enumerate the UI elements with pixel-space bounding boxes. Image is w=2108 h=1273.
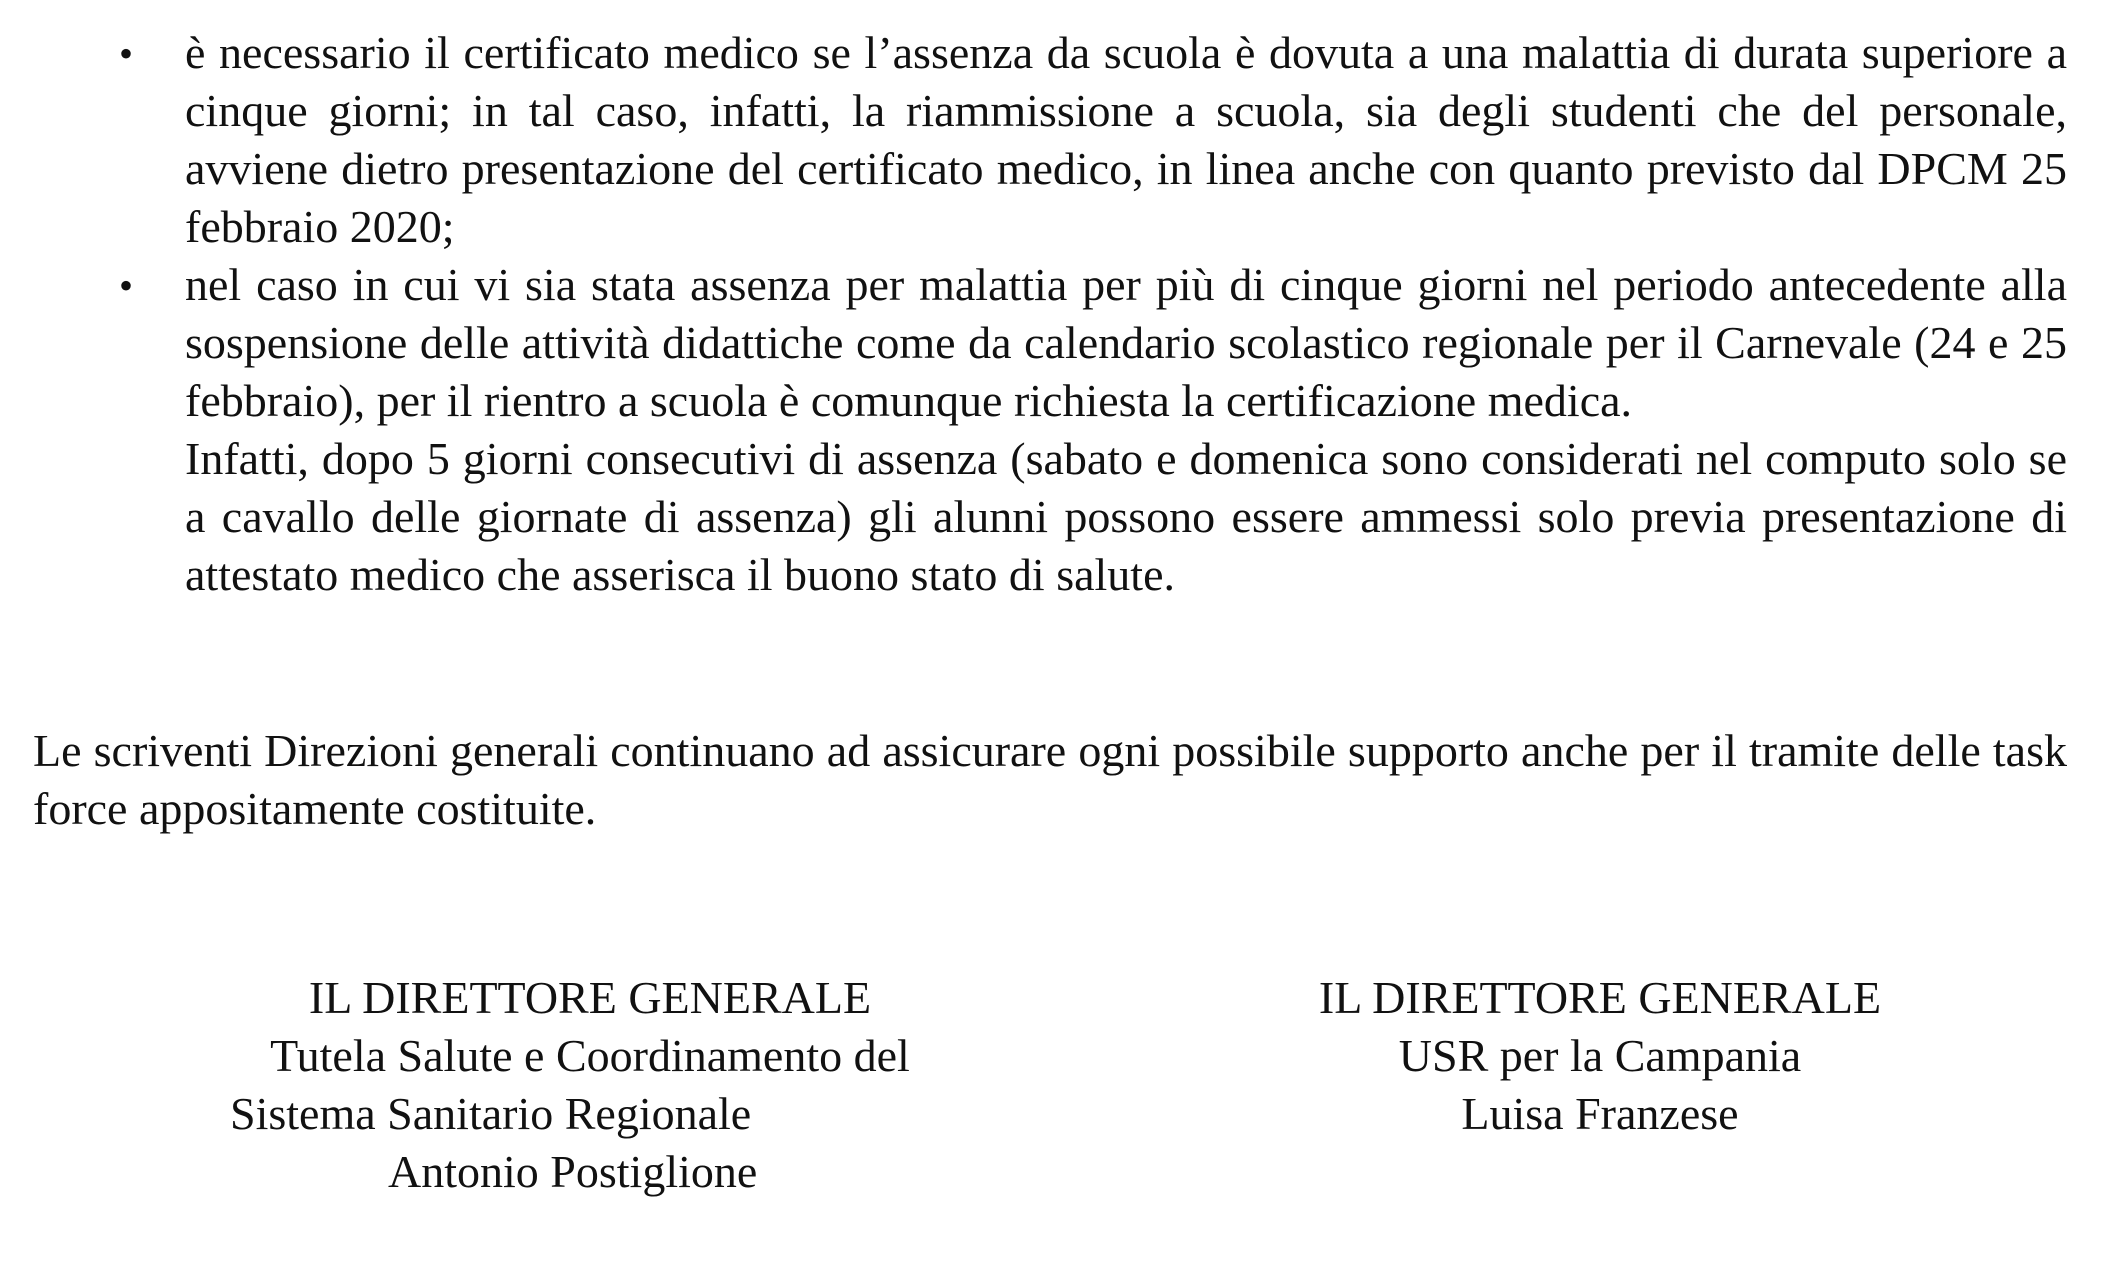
bullet-icon: •	[118, 31, 133, 76]
signature-right-name: Luisa Franzese	[1461, 1088, 1739, 1139]
signature-right-office: USR per la Campania	[1398, 1030, 1802, 1081]
signature-right-title: IL DIRETTORE GENERALE	[1318, 972, 1882, 1023]
bullet-text	[185, 24, 2067, 256]
bullet-item-certificate	[0, 24, 2108, 256]
signature-left-system: Sistema Sanitario Regionale	[230, 1088, 752, 1139]
bullet-item-carnival	[0, 256, 2108, 604]
bullet-icon: •	[118, 263, 133, 308]
closing-paragraph: Le scriventi Direzioni generali continuano ad assicurare ogni possibile supporto anche per il tramite delle task force appositamente costituite.	[33, 725, 2067, 834]
signature-left-department: Tutela Salute e Coordinamento del	[270, 1030, 910, 1081]
bullet-paragraph: nel caso in cui vi sia stata assenza per malattia per più di cinque giorni nel periodo antecedente alla sospensione delle attività didattiche come da calendario scolastico regionale per il Carnevale (24 e 25 febbraio), per il rientro a scuola è comunque richiesta la certificazione medica.	[185, 259, 2067, 426]
signature-left-title: IL DIRETTORE GENERALE	[308, 972, 872, 1023]
signature-right	[1220, 969, 1980, 1143]
signature-left-name: Antonio Postiglione	[388, 1146, 758, 1197]
bullet-list	[0, 24, 2108, 604]
bullet-text	[185, 256, 2067, 604]
bullet-continuation-paragraph: Infatti, dopo 5 giorni consecutivi di assenza (sabato e domenica sono considerati nel computo solo se a cavallo delle giornate di assenza) gli alunni possono essere ammessi solo previa presentazione di attestato medico che asserisca il buono stato di salute.	[185, 433, 2067, 600]
signature-left	[200, 969, 980, 1201]
bullet-paragraph: è necessario il certificato medico se l’assenza da scuola è dovuta a una malattia di durata superiore a cinque giorni; in tal caso, infatti, la riammissione a scuola, sia degli studenti che del personale, avviene dietro presentazione del certificato medico, in linea anche con quanto previsto dal DPCM 25 febbraio 2020;	[185, 27, 2067, 252]
